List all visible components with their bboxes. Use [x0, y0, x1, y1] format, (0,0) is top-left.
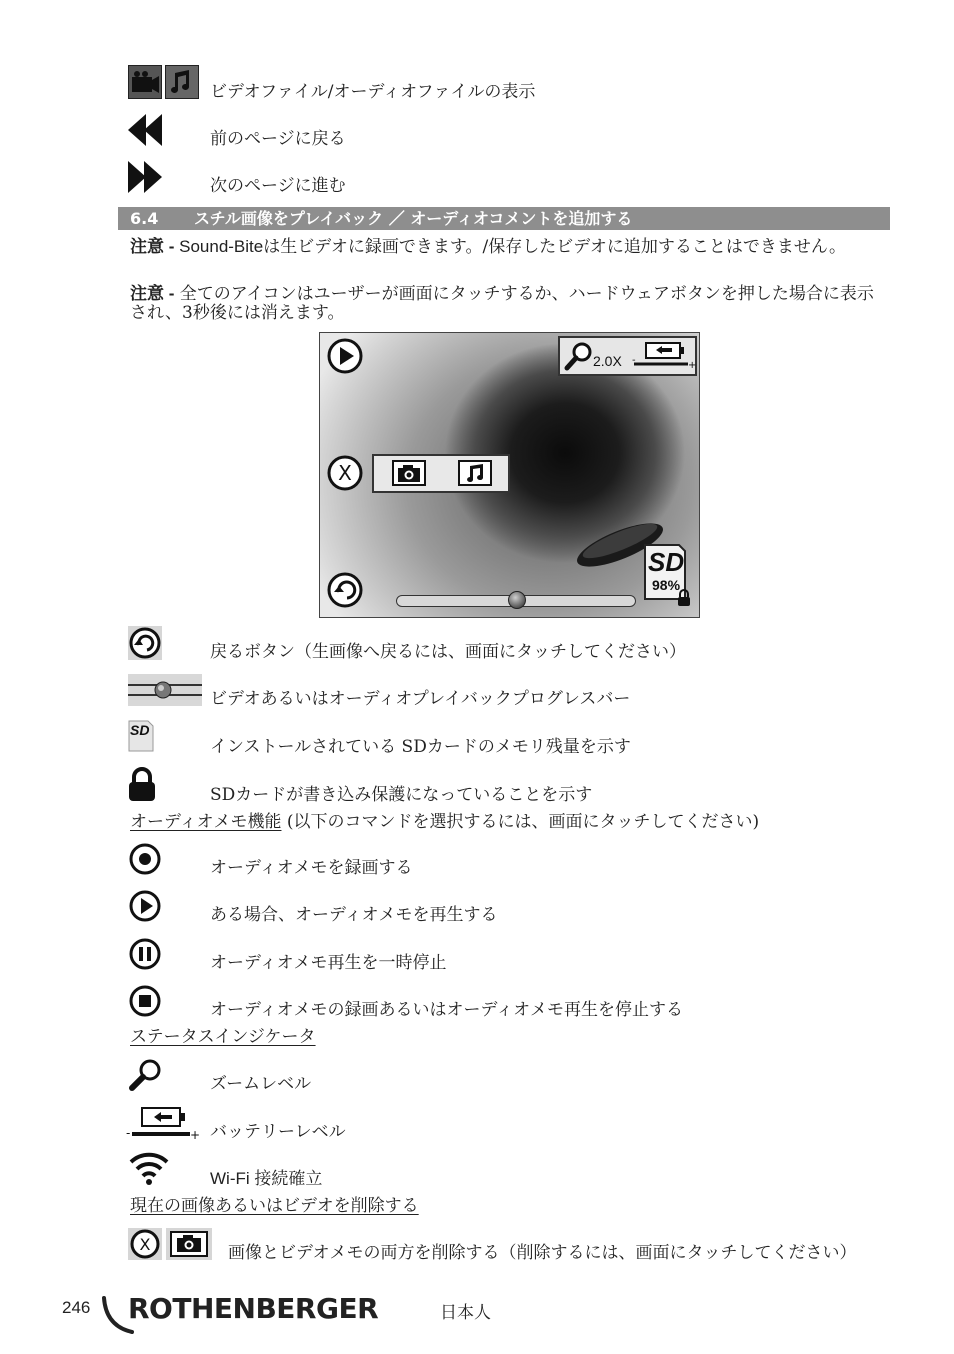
section-number: 6.4: [130, 209, 159, 228]
svg-text:+: +: [190, 1128, 201, 1142]
note-1-brand: Sound-Bite: [174, 237, 264, 256]
item-text-video-audio: ビデオファイル/オーディオファイルの表示: [210, 82, 536, 102]
note-1-text: は生ビデオに録画できます。/保存したビデオに追加することはできません。: [263, 237, 846, 257]
item-text-stop: オーディオメモの録画あるいはオーディオメモ再生を停止する: [210, 1000, 683, 1020]
wifi-icon: [128, 1150, 170, 1186]
svg-text:-: -: [126, 1126, 131, 1140]
battery-icon: [126, 1106, 200, 1140]
fast-forward-icon: [128, 161, 164, 197]
page-number: 246: [62, 1298, 91, 1317]
audio-heading-title: オーディオメモ機能: [130, 812, 282, 832]
lock-icon: [128, 768, 156, 802]
lock-icon: [677, 590, 691, 606]
play-icon: [128, 889, 162, 923]
progress-knob[interactable]: [508, 591, 526, 609]
audio-heading: [130, 812, 759, 832]
note-1-label: 注意 -: [130, 237, 175, 256]
device-screen: [319, 332, 700, 618]
section-title: スチル画像をプレイバック ／ オーディオコメントを追加する: [194, 209, 633, 228]
music-file-icon[interactable]: [458, 460, 492, 486]
video-audio-file-icon: [128, 65, 200, 99]
note-2-label: 注意 -: [130, 284, 175, 303]
delete-heading: 現在の画像あるいはビデオを削除する: [130, 1196, 419, 1216]
note-2: [130, 284, 880, 323]
item-text-progress: ビデオあるいはオーディオプレイバックプログレスバー: [210, 689, 631, 709]
return-icon[interactable]: [326, 571, 364, 609]
record-icon: [128, 842, 162, 876]
zoom-icon: [564, 341, 594, 371]
svg-text:+: +: [688, 360, 697, 371]
brand-logo: ROTHENBERGER: [128, 1292, 379, 1325]
delete-icon: [128, 1228, 212, 1260]
status-heading: ステータスインジケータ: [130, 1027, 316, 1047]
item-text-return: 戻るボタン（生画像へ戻るには、画面にタッチしてください）: [210, 642, 686, 662]
footer-language: 日本人: [440, 1303, 491, 1323]
play-icon[interactable]: [326, 337, 364, 375]
item-text-zoom: ズームレベル: [210, 1074, 312, 1094]
battery-icon: [632, 341, 697, 371]
section-header: [118, 207, 890, 230]
progress-bar-icon: [128, 674, 202, 706]
stop-icon: [128, 984, 162, 1018]
zoom-icon: [128, 1058, 164, 1092]
progress-bar[interactable]: [396, 595, 636, 607]
zoom-level: 2.0X: [593, 353, 622, 369]
item-text-forward: 次のページに進む: [210, 176, 346, 196]
sd-card-icon: [128, 720, 154, 752]
pause-icon: [128, 937, 162, 971]
note-2-text: 全てのアイコンはユーザーが画面にタッチするか、ハードウェアボタンを押した場合に表示され、3秒後には消えます。: [130, 284, 874, 323]
note-1: [130, 237, 880, 257]
svg-text:-: -: [632, 355, 636, 366]
item-text-record: オーディオメモを録画する: [210, 858, 413, 878]
svg-text:X: X: [139, 1235, 151, 1254]
return-icon: [128, 626, 162, 660]
delete-icon[interactable]: [326, 454, 364, 492]
sd-label: SD: [648, 547, 685, 577]
item-text-lock: SDカードが書き込み保護になっていることを示す: [210, 785, 593, 805]
item-text-play: ある場合、オーディオメモを再生する: [210, 905, 498, 925]
rewind-icon: [128, 114, 164, 150]
item-text-sd: インストールされている SDカードのメモリ残量を示す: [210, 737, 631, 757]
item-text-delete: 画像とビデオメモの両方を削除する（削除するには、画面にタッチしてください）: [228, 1243, 857, 1263]
wifi-text: Wi-Fi 接続確立: [210, 1169, 323, 1188]
item-text-wifi: [210, 1169, 322, 1189]
item-text-battery: バッテリーレベル: [210, 1122, 346, 1142]
item-text-pause: オーディオメモ再生を一時停止: [210, 953, 447, 973]
audio-heading-rest: (以下のコマンドを選択するには、画面にタッチしてください): [281, 812, 760, 832]
item-text-rewind: 前のページに戻る: [210, 129, 346, 149]
svg-text:X: X: [338, 461, 352, 485]
file-type-box: [372, 454, 510, 493]
status-box: [558, 336, 697, 376]
icon-video-audio: [128, 65, 200, 103]
sd-card-indicator: [643, 543, 687, 601]
sd-small-label: SD: [130, 722, 150, 738]
camera-icon[interactable]: [392, 460, 426, 486]
sd-percent: 98%: [652, 577, 681, 593]
